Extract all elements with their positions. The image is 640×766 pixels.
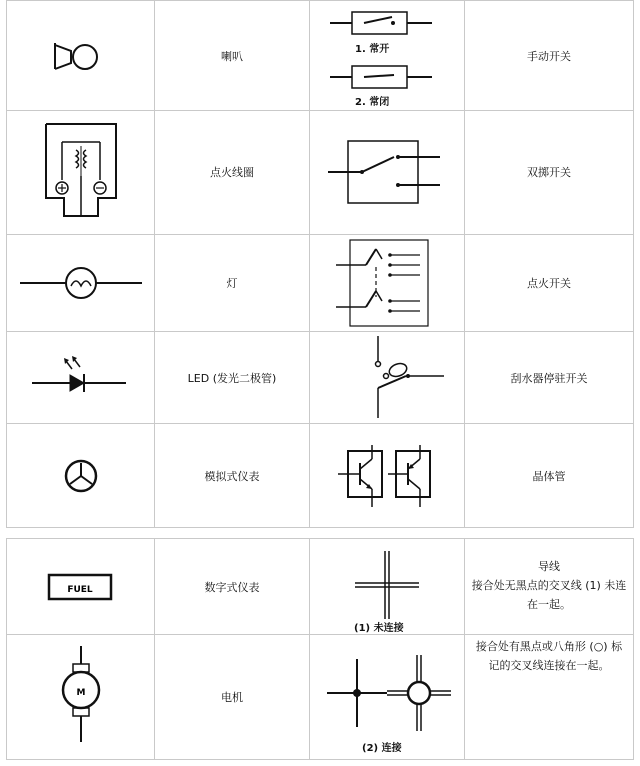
ignition-switch-symbol [322, 237, 452, 329]
transistor-symbol-cell [310, 424, 465, 528]
horn-symbol-cell [6, 1, 155, 111]
transistor-symbol [332, 441, 442, 511]
table-row [6, 235, 634, 332]
motor-symbol [51, 642, 111, 752]
ignition-switch-symbol-cell [310, 235, 465, 332]
wiper-park-switch-symbol [322, 334, 452, 422]
led-symbol [26, 353, 136, 403]
horn-symbol [41, 31, 121, 81]
lamp-symbol [16, 258, 146, 308]
ignition-coil-symbol [36, 120, 126, 225]
wire-description-bottom [465, 634, 634, 760]
manual-switch-label: 手动开关 [527, 49, 571, 63]
normally-open-label: 1. 常开 [355, 44, 390, 55]
motor-text: M [76, 687, 85, 698]
led-symbol-cell [6, 332, 155, 424]
digital-gauge-symbol [41, 567, 121, 607]
analog-gauge-symbol-cell [6, 424, 155, 528]
unconnected-label: (1) 未连接 [354, 623, 404, 634]
ignition-coil-symbol-cell [6, 110, 155, 235]
motor-label: 电机 [221, 690, 243, 704]
table-row [6, 538, 634, 635]
table-row [6, 0, 634, 111]
table-row [6, 634, 634, 760]
horn-label: 喇叭 [221, 49, 243, 63]
digital-gauge-symbol-cell [6, 539, 155, 635]
ignition-switch-label: 点火开关 [527, 277, 571, 290]
manual-switch-symbol [322, 6, 452, 106]
wire-desc-unconnected: 接合处无黑点的交叉线 (1) 未连在一起。 [471, 579, 627, 611]
motor-symbol-cell [6, 634, 155, 760]
normally-closed-label: 2. 常闭 [355, 97, 390, 108]
fuel-text: FUEL [66, 584, 93, 595]
wiper-park-switch-symbol-cell [310, 332, 465, 424]
wiper-park-switch-label: 刮水器停驻开关 [510, 371, 588, 385]
table-row [6, 424, 634, 528]
unconnected-wire-symbol-cell [310, 539, 465, 635]
digital-gauge-label: 数字式仪表 [204, 580, 260, 594]
lamp-label: 灯 [226, 277, 238, 290]
double-throw-switch-symbol-cell [310, 110, 465, 235]
wire-desc-connected: 接合处有黑点或八角形 (○) 标记的交叉线连接在一起。 [475, 640, 623, 672]
double-throw-switch-label: 双掷开关 [527, 166, 571, 179]
connected-label: (2) 连接 [362, 743, 402, 754]
table-row [6, 332, 634, 424]
wire-title: 导线 [538, 560, 560, 574]
connected-wire-symbol-cell [310, 634, 465, 760]
analog-gauge-symbol [56, 451, 106, 501]
analog-gauge-label: 模拟式仪表 [204, 469, 260, 483]
connected-wire-symbol [317, 647, 457, 747]
led-label: LED (发光二极管) [187, 371, 277, 385]
lamp-symbol-cell [6, 235, 155, 332]
manual-switch-symbol-cell [310, 1, 465, 111]
double-throw-switch-symbol [322, 127, 452, 217]
wire-description-top [465, 539, 634, 635]
table-row [6, 110, 634, 235]
transistor-label: 晶体管 [532, 469, 566, 483]
ignition-coil-label: 点火线圈 [210, 166, 254, 179]
